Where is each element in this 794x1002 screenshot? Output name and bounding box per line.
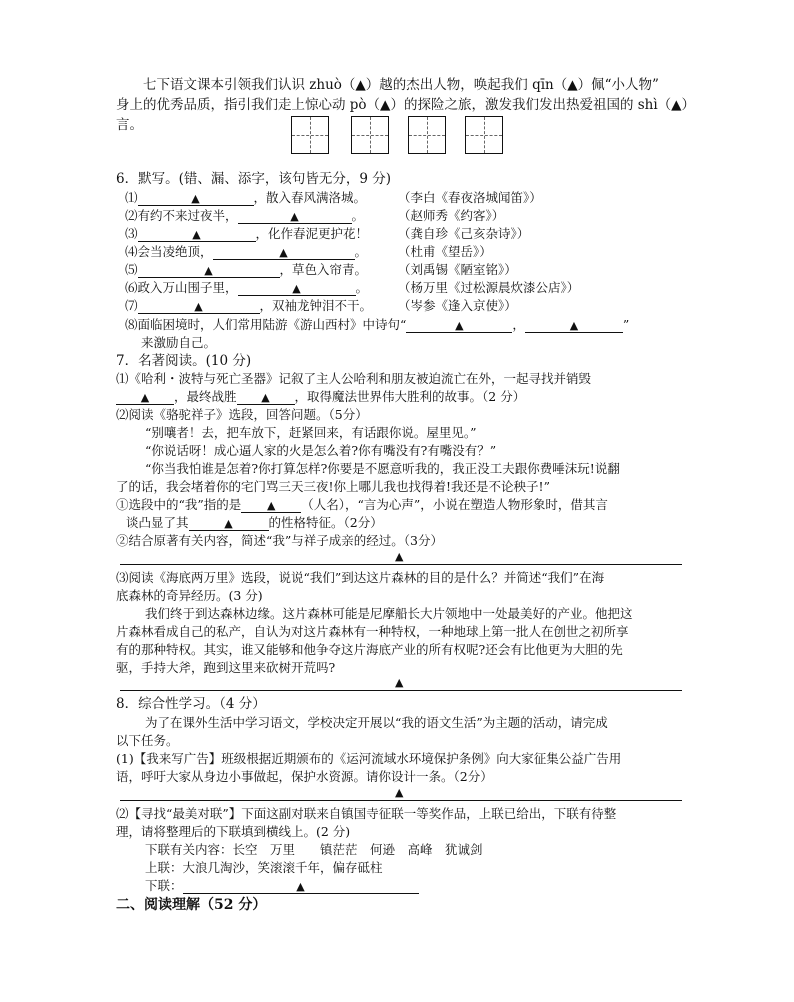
q6-item-2: ⑵有约不来过夜半， ▲ 。 [125, 208, 365, 223]
q6-source-7: （岑参《逢入京使》） [398, 298, 517, 313]
q6-source-3: （龚自珍《己亥杂诗》） [398, 226, 530, 241]
q8-t2-words: 下联有关内容：长空 万里 镇茫茫 何逊 高峰 犹诚剑 [145, 842, 483, 857]
answer-blank[interactable]: ▲ [183, 879, 419, 894]
q7-s3-line-1: ⑶阅读《海底两万里》选段，说说“我们”到达这片森林的目的是什么？并简述“我们”在海 [116, 570, 605, 585]
q7-s3-line-2: 底森林的奇异经历。(3 分) [116, 588, 263, 603]
q6-item-8: ⑻面临困境时，人们常用陆游《游山西村》中诗句“ ▲ ， ▲ ” [125, 317, 630, 332]
q8-intro-2: 以下任务。 [116, 733, 179, 748]
q6-source-5: （刘禹锡《陋室铭》） [398, 262, 517, 277]
q6-item-8-cont: 来激励自己。 [141, 335, 217, 350]
answer-blank[interactable]: ▲ [241, 498, 301, 513]
answer-blank[interactable]: ▲ [138, 299, 260, 314]
intro-line-1: 七下语文课本引领我们认识 zhuò（▲）越的杰出人物，唤起我们 qīn（▲）佩“小人物” [143, 77, 659, 93]
q7-s2-para-2: “你说话呀！成心逼人家的火是怎么着?你有嘴没有?有嘴没有？” [145, 443, 497, 458]
answer-line[interactable] [120, 800, 682, 801]
answer-mark: ▲ [395, 550, 404, 563]
answer-line[interactable] [120, 690, 682, 691]
q7-s1-line-1: ⑴《哈利・波特与死亡圣器》记叙了主人公哈利和朋友被迫流亡在外，一起寻找并销毁 [116, 371, 592, 386]
answer-blank[interactable]: ▲ [406, 318, 512, 333]
answer-mark: ▲ [395, 786, 404, 799]
q7-s2-q2: ②结合原著有关内容，简述“我”与祥子成亲的经过。（3分） [116, 533, 443, 548]
q8-t2-lower-couplet: 下联： ▲ [145, 877, 419, 895]
q6-item-3: ⑶ ▲ ，化作春泥更护花！ [125, 226, 369, 241]
q6-source-1: （李白《春夜洛城闻笛》） [398, 190, 542, 205]
q7-s1-line-2: ▲ ，最终战胜 ▲ ，取得魔法世界伟大胜利的故事。（2 分） [116, 388, 525, 406]
q6-item-4: ⑷会当凌绝顶， ▲ 。 [125, 244, 368, 259]
q6-item-7: ⑺ ▲ ，双袖龙钟泪不干。 [125, 298, 373, 313]
intro-line-2: 身上的优秀品质，指引我们走上惊心动 pò（▲）的探险之旅，激发我们发出热爱祖国的 shì（▲） [116, 97, 696, 113]
pinyin-grid-box-2[interactable] [351, 116, 389, 154]
q8-t2-line-1: ⑵【寻找“最美对联”】下面这副对联来自镇国寺征联一等奖作品，上联已给出，下联有待整 [116, 806, 617, 821]
q7-s2-q1-line-2: 谈凸显了其 ▲ 的性格特征。（2分） [126, 515, 383, 530]
q7-s2-title: ⑵阅读《骆驼祥子》选段，回答问题。（5分） [116, 407, 368, 422]
intro-line-3: 言。 [116, 117, 143, 133]
q8-title: 8．综合性学习。（4 分） [116, 696, 266, 712]
answer-blank[interactable]: ▲ [138, 191, 254, 206]
answer-blank[interactable]: ▲ [525, 318, 623, 333]
q7-s3-para-3: 有的那种特权。其实，谁又能够和他争夺这片海底产业的所有权呢?还会有比他更为大胆的先 [116, 642, 623, 657]
pinyin-grid-box-1[interactable] [291, 116, 329, 154]
q6-source-2: （赵师秀《约客》） [398, 208, 505, 223]
pinyin-grid-box-3[interactable] [408, 116, 446, 154]
q7-s2-para-3a: “你当我怕谁是怎着?你打算怎样?你要是不愿意听我的，我正没工夫跟你费唾沫玩!说翻 [145, 461, 620, 476]
q6-item-5: ⑸ ▲ ，草色入帘青。 [125, 262, 368, 277]
answer-mark: ▲ [395, 676, 404, 689]
answer-blank[interactable]: ▲ [238, 281, 356, 296]
answer-blank[interactable]: ▲ [116, 390, 174, 405]
q8-t1-line-2: 语，呼吁大家从身边小事做起，保护水资源。请你设计一条。（2分） [116, 769, 493, 784]
q7-s3-para-2: 片森林看成自己的私产，自认为对这片森林有一种特权，一种地球上第一批人在创世之初所享 [116, 624, 629, 639]
q7-s3-para-4: 驱，手持大斧，跑到这里来砍树开荒吗? [116, 660, 336, 675]
answer-blank[interactable]: ▲ [189, 516, 269, 531]
q6-item-6: ⑹政入万山围子里， ▲ 。 [125, 280, 369, 295]
pinyin-grid-box-4[interactable] [465, 116, 503, 154]
answer-line[interactable] [120, 564, 682, 565]
q6-item-1: ⑴ ▲ ，散入春风满洛城。 [125, 190, 367, 205]
answer-blank[interactable]: ▲ [213, 245, 355, 260]
q8-t2-line-2: 理，请将整理后的下联填到横线上。(2 分) [116, 824, 351, 839]
q7-s2-q1-line-1: ①选段中的“我”指的是 ▲ （人名），“言为心声”，小说在塑造人物形象时，借其言 [116, 497, 608, 512]
q6-source-6: （杨万里《过松源晨炊漆公店》） [398, 280, 580, 295]
q6-source-4: （杜甫《望岳》） [398, 244, 492, 259]
answer-blank[interactable]: ▲ [238, 209, 352, 224]
q7-title: 7．名著阅读。(10 分) [116, 353, 252, 369]
q7-s3-para-1: 我们终于到达森林边缘。这片森林可能是尼摩船长大片领地中一处最美好的产业。他把这 [145, 606, 633, 621]
q8-intro-1: 为了在课外生活中学习语文，学校决定开展以“我的语文生活”为主题的活动，请完成 [145, 715, 608, 730]
answer-blank[interactable]: ▲ [237, 390, 295, 405]
q8-t1-line-1: (1)【我来写广告】班级根据近期颁布的《运河流域水环境保护条例》向大家征集公益广告用 [116, 751, 622, 766]
answer-blank[interactable]: ▲ [138, 263, 280, 278]
q7-s2-para-1: “别嚷者！去，把车放下，赶紧回来，有话跟你说。屋里见。” [145, 425, 477, 440]
q8-t2-upper-couplet: 上联：大浪几淘沙，笑滚滚千年，偏存砥柱 [145, 860, 383, 875]
q7-s2-para-3b: 了的话，我会堵着你的宅门骂三天三夜!你上哪儿我也找得着!我还是不论秧子!” [116, 479, 550, 494]
section-2-heading: 二、阅读理解（52 分） [116, 897, 267, 913]
q6-title: 6．默写。(错、漏、添字，该句皆无分，9 分) [116, 171, 392, 187]
answer-blank[interactable]: ▲ [138, 227, 256, 242]
